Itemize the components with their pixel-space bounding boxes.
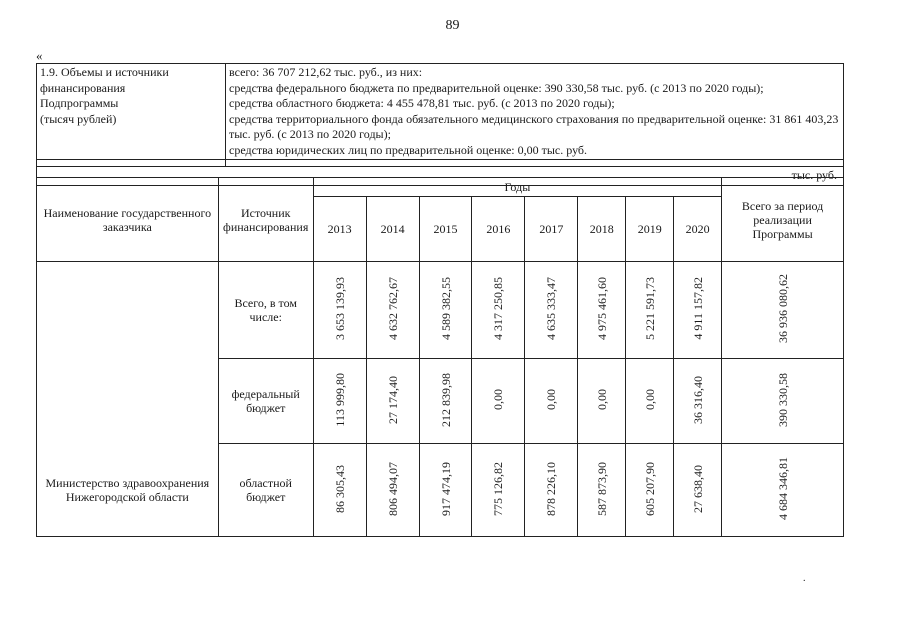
value-cell <box>578 444 626 537</box>
value-text: 86 305,43 <box>332 464 347 513</box>
value-cell <box>525 262 578 359</box>
funding-label-line: Подпрограммы <box>40 96 119 110</box>
unit-label: тыс. руб. <box>37 167 844 186</box>
funding-summary-text <box>226 64 844 160</box>
value-cell <box>419 262 472 359</box>
value-text: 4 635 333,47 <box>544 277 559 340</box>
value-text: 0,00 <box>642 389 657 410</box>
value-text: 4 632 762,67 <box>385 277 400 340</box>
value-cell <box>313 262 366 359</box>
value-cell <box>674 359 722 444</box>
year-header: 2015 <box>419 197 472 262</box>
year-header: 2017 <box>525 197 578 262</box>
funding-label-line: финансирования <box>40 80 126 95</box>
total-cell <box>722 262 844 359</box>
value-text: 878 226,10 <box>544 461 559 516</box>
value-cell <box>472 444 525 537</box>
value-cell <box>626 359 674 444</box>
year-header: 2019 <box>626 197 674 262</box>
insurance-fund-line: средства территориального фонда обязательного медицинского страхования по предварительной оценке: 31 861 403,23 тыс. руб. (с 2013 по 2020 годы); <box>229 111 839 141</box>
funding-label-line: (тысяч рублей) <box>40 111 117 126</box>
value-text: 4 911 157,82 <box>690 277 705 340</box>
year-header: 2014 <box>366 197 419 262</box>
value-text: 806 494,07 <box>385 461 400 516</box>
page-number: 89 <box>445 18 460 33</box>
source-cell: Всего, в том числе: <box>218 262 313 359</box>
subprogram-funding-summary <box>36 63 844 186</box>
year-header: 2018 <box>578 197 626 262</box>
value-text: 0,00 <box>544 389 559 410</box>
value-text: 0,00 <box>594 389 609 410</box>
opening-quote-mark: « <box>36 48 43 63</box>
year-header: 2013 <box>313 197 366 262</box>
year-header: 2016 <box>472 197 525 262</box>
funding-label-line: 1.9. Объемы и источники <box>40 65 169 79</box>
stray-mark: . <box>803 573 806 584</box>
value-cell <box>313 359 366 444</box>
value-cell <box>366 262 419 359</box>
value-cell <box>313 444 366 537</box>
regional-budget-line: средства областного бюджета: 4 455 478,81 тыс. руб. (с 2013 по 2020 годы); <box>229 96 615 110</box>
value-text: 27 638,40 <box>690 464 705 513</box>
year-header: 2020 <box>674 197 722 262</box>
value-cell <box>626 444 674 537</box>
value-cell <box>674 444 722 537</box>
total-text: 36 936 080,62 <box>775 274 790 343</box>
value-cell <box>472 262 525 359</box>
value-text: 605 207,90 <box>642 461 657 516</box>
value-text: 917 474,19 <box>438 461 453 516</box>
value-text: 4 317 250,85 <box>491 277 506 340</box>
value-cell <box>366 444 419 537</box>
value-cell <box>419 444 472 537</box>
total-cell <box>722 359 844 444</box>
total-text: 390 330,58 <box>775 372 790 427</box>
value-text: 113 999,80 <box>332 372 347 427</box>
value-text: 4 589 382,55 <box>438 277 453 340</box>
value-cell <box>674 262 722 359</box>
spacer-cell <box>226 160 844 167</box>
value-text: 3 653 139,93 <box>332 277 347 340</box>
header-customer: Наименование государственного заказчика <box>37 178 219 262</box>
value-text: 212 839,98 <box>438 372 453 427</box>
value-cell <box>626 262 674 359</box>
header-source: Источник финансирования <box>218 178 313 262</box>
source-cell: областной бюджет <box>218 444 313 537</box>
value-text: 587 873,90 <box>594 461 609 516</box>
value-text: 5 221 591,73 <box>642 277 657 340</box>
header-years: Годы <box>313 178 721 197</box>
value-text: 775 126,82 <box>491 461 506 516</box>
value-cell <box>472 359 525 444</box>
header-total: Всего за период реализации Программы <box>722 178 844 262</box>
legal-entities-line: средства юридических лиц по предварительной оценке: 0,00 тыс. руб. <box>229 142 588 157</box>
value-cell <box>419 359 472 444</box>
funding-by-year-table <box>36 177 844 537</box>
value-text: 0,00 <box>491 389 506 410</box>
value-text: 27 174,40 <box>385 375 400 424</box>
customer-name: Министерство здравоохранения Нижегородской области <box>37 262 219 537</box>
value-cell <box>578 262 626 359</box>
total-text: 4 684 346,81 <box>775 457 790 520</box>
total-cell <box>722 444 844 537</box>
value-text: 36 316,40 <box>690 375 705 424</box>
federal-budget-line: средства федерального бюджета по предварительной оценке: 390 330,58 тыс. руб. (с 2013 по 2020 годы); <box>229 80 764 95</box>
spacer-cell <box>37 160 226 167</box>
value-cell <box>525 359 578 444</box>
value-text: 4 975 461,60 <box>594 277 609 340</box>
source-cell: федеральный бюджет <box>218 359 313 444</box>
funding-total-line: всего: 36 707 212,62 тыс. руб., из них: <box>229 65 423 79</box>
value-cell <box>578 359 626 444</box>
table-row <box>37 262 844 359</box>
funding-summary-label <box>37 64 226 160</box>
value-cell <box>525 444 578 537</box>
value-cell <box>366 359 419 444</box>
